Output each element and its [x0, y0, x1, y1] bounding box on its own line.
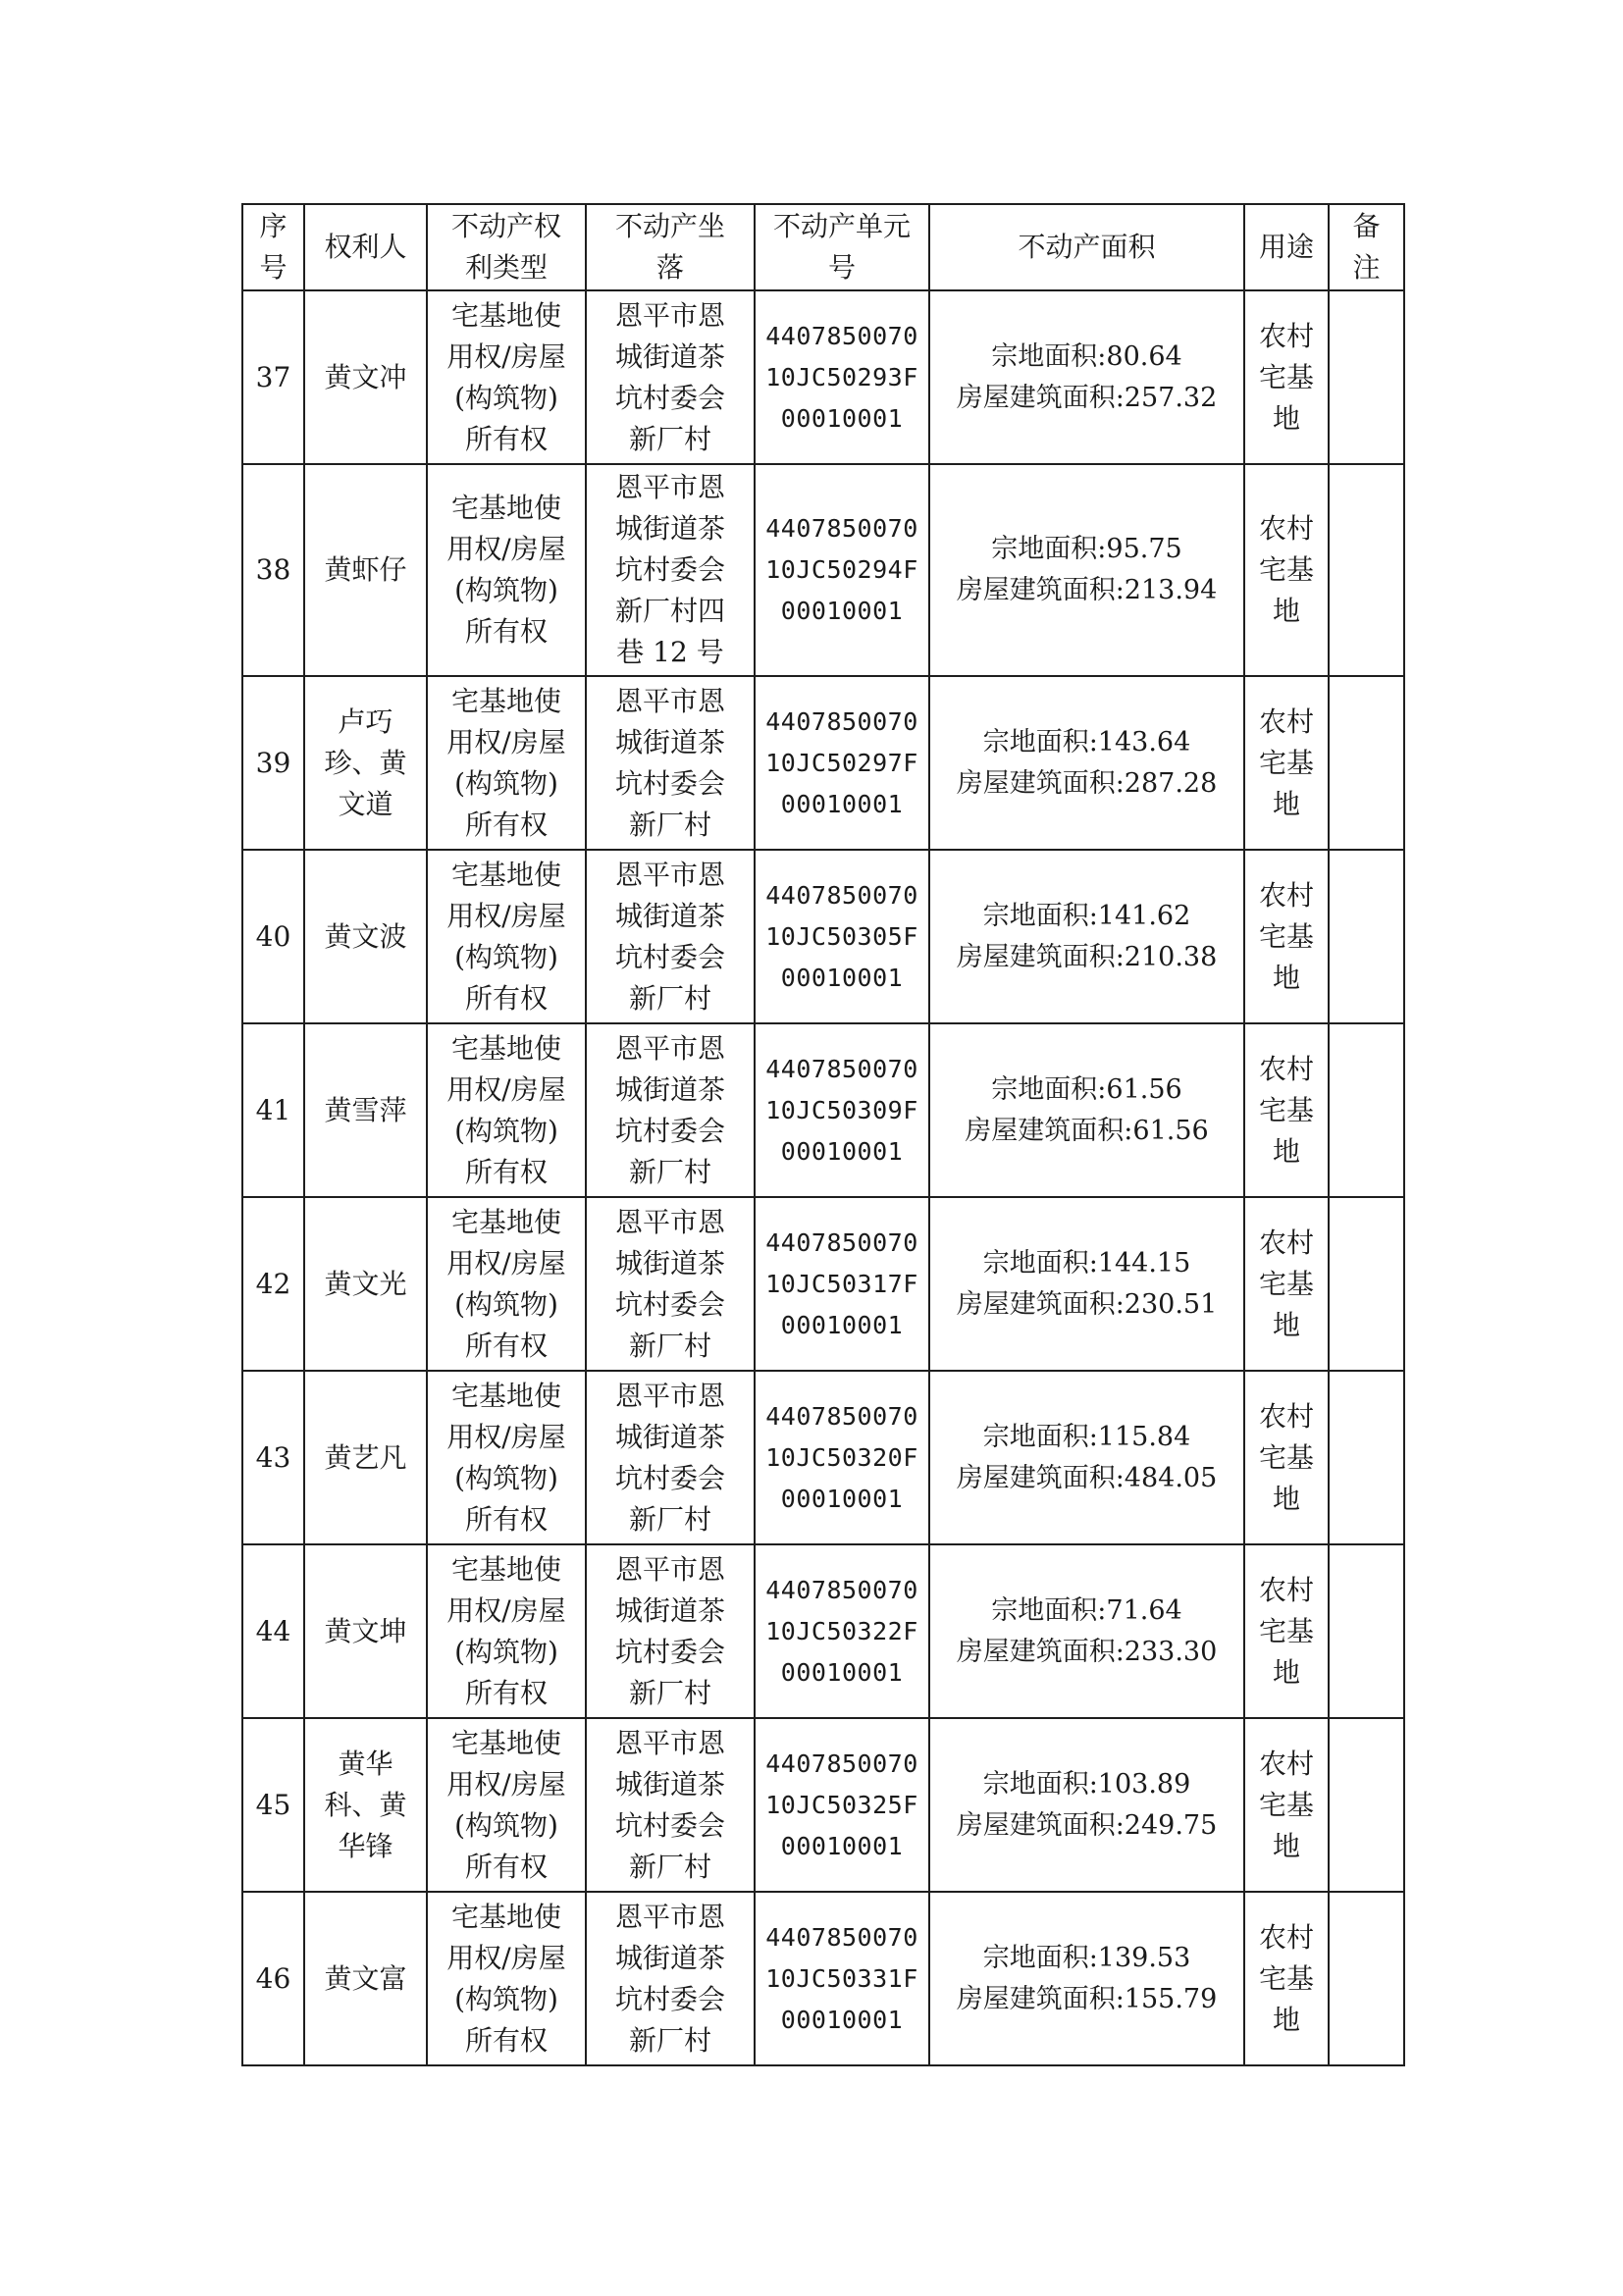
- table-row: [242, 464, 1404, 676]
- building-area-text: 房屋建筑面积:61.56: [965, 1115, 1209, 1146]
- cell-area: [929, 1197, 1244, 1371]
- cell-index: 38: [242, 464, 304, 676]
- table-row: [242, 1892, 1404, 2065]
- cell-right-type: 宅基地使 用权/房屋 (构筑物) 所有权: [427, 464, 586, 676]
- header-location: 不动产坐 落: [586, 204, 755, 290]
- cell-usage: 农村 宅基 地: [1244, 1371, 1329, 1544]
- cell-note: [1329, 464, 1404, 676]
- cell-index: 40: [242, 850, 304, 1023]
- table-row: [242, 850, 1404, 1023]
- cell-index: 43: [242, 1371, 304, 1544]
- table-row: [242, 1371, 1404, 1544]
- header-owner: 权利人: [304, 204, 427, 290]
- cell-location: 恩平市恩 城街道茶 坑村委会 新厂村: [586, 676, 755, 850]
- cell-unit-number: 4407850070 10JC50293F 00010001: [755, 290, 929, 464]
- cell-location: 恩平市恩 城街道茶 坑村委会 新厂村: [586, 1371, 755, 1544]
- cell-location: 恩平市恩 城街道茶 坑村委会 新厂村: [586, 290, 755, 464]
- cell-location: 恩平市恩 城街道茶 坑村委会 新厂村: [586, 1544, 755, 1718]
- cell-owner: 黄雪萍: [304, 1023, 427, 1197]
- cell-location: 恩平市恩 城街道茶 坑村委会 新厂村: [586, 850, 755, 1023]
- header-right-type: 不动产权 利类型: [427, 204, 586, 290]
- cell-area: [929, 464, 1244, 676]
- land-area-text: 宗地面积:115.84: [982, 1421, 1191, 1452]
- header-index: 序 号: [242, 204, 304, 290]
- cell-location: 恩平市恩 城街道茶 坑村委会 新厂村: [586, 1197, 755, 1371]
- cell-index: 45: [242, 1718, 304, 1892]
- cell-area: [929, 1023, 1244, 1197]
- land-area-text: 宗地面积:61.56: [991, 1073, 1182, 1105]
- header-row: [242, 204, 1404, 290]
- cell-unit-number: 4407850070 10JC50331F 00010001: [755, 1892, 929, 2065]
- cell-index: 46: [242, 1892, 304, 2065]
- cell-usage: 农村 宅基 地: [1244, 1544, 1329, 1718]
- cell-note: [1329, 1544, 1404, 1718]
- table-row: [242, 1544, 1404, 1718]
- cell-usage: 农村 宅基 地: [1244, 464, 1329, 676]
- header-unit-number: 不动产单元 号: [755, 204, 929, 290]
- building-area-text: 房屋建筑面积:233.30: [956, 1636, 1218, 1667]
- property-rights-table: [241, 203, 1405, 2066]
- cell-note: [1329, 676, 1404, 850]
- cell-index: 39: [242, 676, 304, 850]
- cell-owner: 黄艺凡: [304, 1371, 427, 1544]
- cell-unit-number: 4407850070 10JC50317F 00010001: [755, 1197, 929, 1371]
- table-row: [242, 290, 1404, 464]
- cell-area: [929, 1371, 1244, 1544]
- cell-note: [1329, 290, 1404, 464]
- land-area-text: 宗地面积:95.75: [991, 534, 1182, 564]
- building-area-text: 房屋建筑面积:287.28: [956, 767, 1218, 799]
- cell-area: [929, 676, 1244, 850]
- table-row: [242, 1718, 1404, 1892]
- land-area-text: 宗地面积:103.89: [982, 1768, 1191, 1800]
- cell-index: 37: [242, 290, 304, 464]
- cell-usage: 农村 宅基 地: [1244, 290, 1329, 464]
- table-header: [242, 204, 1404, 290]
- cell-location: 恩平市恩 城街道茶 坑村委会 新厂村: [586, 1023, 755, 1197]
- cell-usage: 农村 宅基 地: [1244, 1892, 1329, 2065]
- header-usage: 用途: [1244, 204, 1329, 290]
- building-area-text: 房屋建筑面积:249.75: [956, 1809, 1218, 1841]
- building-area-text: 房屋建筑面积:230.51: [956, 1288, 1218, 1320]
- cell-note: [1329, 1892, 1404, 2065]
- cell-right-type: 宅基地使 用权/房屋 (构筑物) 所有权: [427, 1718, 586, 1892]
- table-row: [242, 1023, 1404, 1197]
- land-area-text: 宗地面积:143.64: [982, 726, 1191, 757]
- building-area-text: 房屋建筑面积:210.38: [956, 941, 1218, 972]
- cell-area: [929, 1892, 1244, 2065]
- cell-location: 恩平市恩 城街道茶 坑村委会 新厂村四 巷 12 号: [586, 464, 755, 676]
- land-area-text: 宗地面积:141.62: [982, 900, 1191, 931]
- cell-unit-number: 4407850070 10JC50294F 00010001: [755, 464, 929, 676]
- cell-area: [929, 850, 1244, 1023]
- cell-owner: 黄文光: [304, 1197, 427, 1371]
- building-area-text: 房屋建筑面积:484.05: [956, 1462, 1218, 1493]
- cell-index: 44: [242, 1544, 304, 1718]
- cell-area: [929, 290, 1244, 464]
- cell-note: [1329, 1197, 1404, 1371]
- cell-usage: 农村 宅基 地: [1244, 676, 1329, 850]
- table-body: [242, 290, 1404, 2065]
- header-note: 备 注: [1329, 204, 1404, 290]
- cell-area: [929, 1544, 1244, 1718]
- building-area-text: 房屋建筑面积:213.94: [956, 575, 1218, 605]
- table-row: [242, 676, 1404, 850]
- table-row: [242, 1197, 1404, 1371]
- cell-location: 恩平市恩 城街道茶 坑村委会 新厂村: [586, 1892, 755, 2065]
- cell-right-type: 宅基地使 用权/房屋 (构筑物) 所有权: [427, 1892, 586, 2065]
- building-area-text: 房屋建筑面积:155.79: [956, 1983, 1218, 2014]
- cell-right-type: 宅基地使 用权/房屋 (构筑物) 所有权: [427, 1544, 586, 1718]
- building-area-text: 房屋建筑面积:257.32: [956, 382, 1218, 413]
- cell-note: [1329, 1371, 1404, 1544]
- cell-usage: 农村 宅基 地: [1244, 1023, 1329, 1197]
- cell-location: 恩平市恩 城街道茶 坑村委会 新厂村: [586, 1718, 755, 1892]
- cell-usage: 农村 宅基 地: [1244, 850, 1329, 1023]
- cell-owner: 黄文波: [304, 850, 427, 1023]
- cell-unit-number: 4407850070 10JC50325F 00010001: [755, 1718, 929, 1892]
- cell-right-type: 宅基地使 用权/房屋 (构筑物) 所有权: [427, 850, 586, 1023]
- cell-right-type: 宅基地使 用权/房屋 (构筑物) 所有权: [427, 290, 586, 464]
- land-area-text: 宗地面积:80.64: [991, 340, 1182, 372]
- cell-unit-number: 4407850070 10JC50309F 00010001: [755, 1023, 929, 1197]
- cell-index: 41: [242, 1023, 304, 1197]
- cell-area: [929, 1718, 1244, 1892]
- cell-right-type: 宅基地使 用权/房屋 (构筑物) 所有权: [427, 676, 586, 850]
- header-area: 不动产面积: [929, 204, 1244, 290]
- cell-usage: 农村 宅基 地: [1244, 1197, 1329, 1371]
- cell-owner: 黄文冲: [304, 290, 427, 464]
- cell-index: 42: [242, 1197, 304, 1371]
- cell-right-type: 宅基地使 用权/房屋 (构筑物) 所有权: [427, 1371, 586, 1544]
- cell-owner: 黄虾仔: [304, 464, 427, 676]
- cell-unit-number: 4407850070 10JC50320F 00010001: [755, 1371, 929, 1544]
- land-area-text: 宗地面积:139.53: [982, 1942, 1191, 1973]
- cell-unit-number: 4407850070 10JC50322F 00010001: [755, 1544, 929, 1718]
- cell-note: [1329, 1718, 1404, 1892]
- cell-owner: 卢巧 珍、黄 文道: [304, 676, 427, 850]
- cell-unit-number: 4407850070 10JC50297F 00010001: [755, 676, 929, 850]
- land-area-text: 宗地面积:71.64: [991, 1594, 1182, 1626]
- cell-note: [1329, 1023, 1404, 1197]
- land-area-text: 宗地面积:144.15: [982, 1247, 1191, 1278]
- cell-owner: 黄华 科、黄 华锋: [304, 1718, 427, 1892]
- cell-unit-number: 4407850070 10JC50305F 00010001: [755, 850, 929, 1023]
- cell-right-type: 宅基地使 用权/房屋 (构筑物) 所有权: [427, 1023, 586, 1197]
- cell-owner: 黄文富: [304, 1892, 427, 2065]
- cell-usage: 农村 宅基 地: [1244, 1718, 1329, 1892]
- cell-owner: 黄文坤: [304, 1544, 427, 1718]
- cell-note: [1329, 850, 1404, 1023]
- cell-right-type: 宅基地使 用权/房屋 (构筑物) 所有权: [427, 1197, 586, 1371]
